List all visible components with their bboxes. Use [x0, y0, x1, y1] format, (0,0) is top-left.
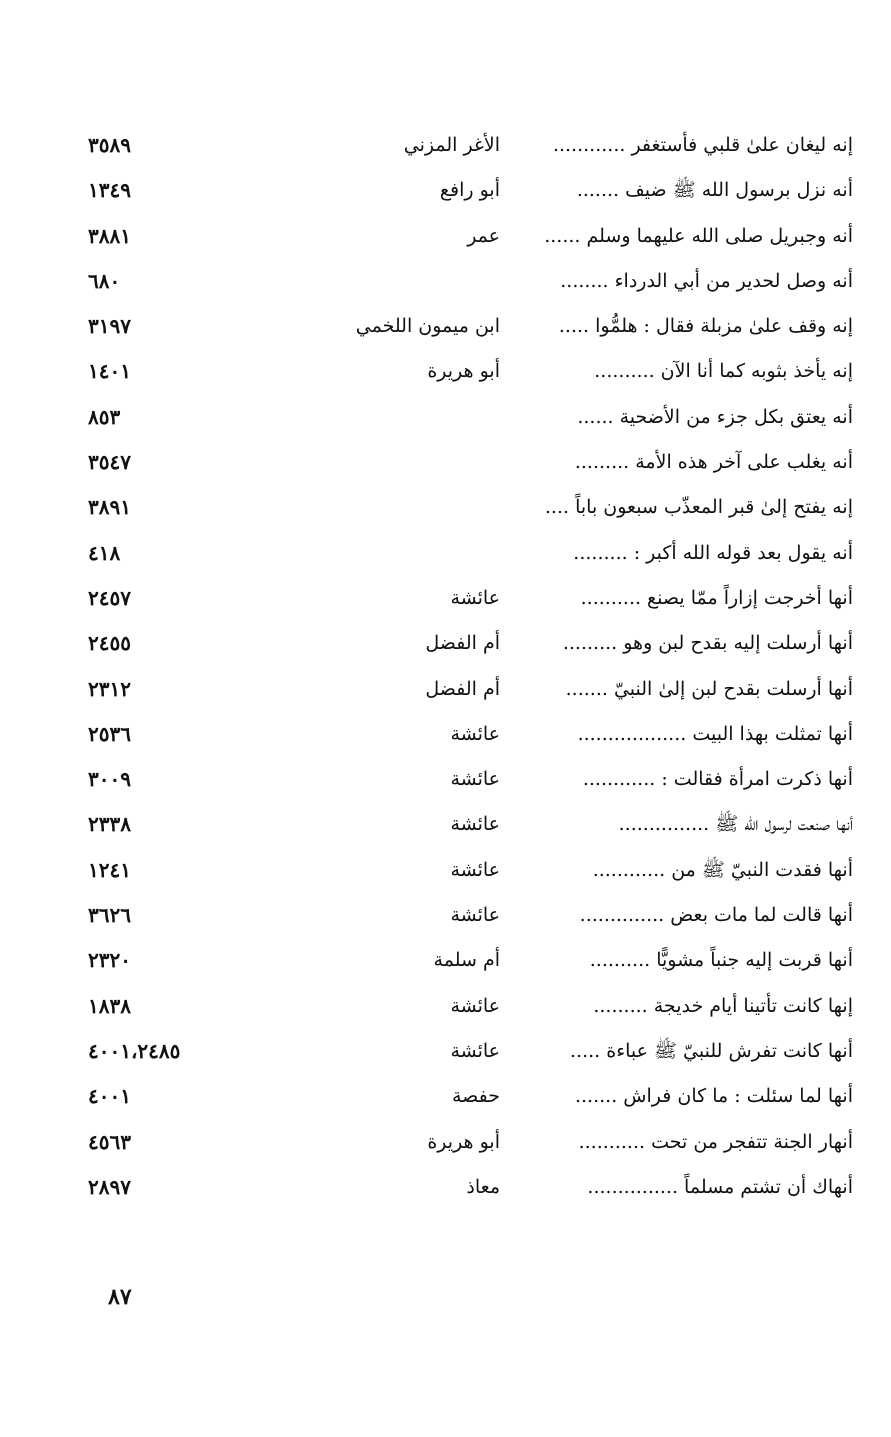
index-entry — [85, 122, 853, 167]
hadith-reference-number: ٢٣٣٨ — [88, 812, 131, 837]
hadith-opening-text: أنها أرسلت بقدح لبن إلىٰ النبيّ ....... — [565, 677, 853, 700]
hadith-opening-text: أنها كانت تفرش للنبيّ ﷺ عباءة ..... — [570, 1039, 853, 1062]
narrator-name: عائشة — [450, 722, 500, 745]
index-entry — [85, 937, 853, 982]
hadith-opening-text: أنهاك أن تشتم مسلماً ............... — [587, 1175, 853, 1198]
index-entry — [85, 439, 853, 484]
hadith-reference-number: ٤٠٠١ — [88, 1084, 131, 1109]
hadith-reference-number: ٣٥٤٧ — [88, 450, 131, 475]
hadith-index-list — [85, 122, 853, 1209]
index-entry — [85, 303, 853, 348]
index-entry — [85, 1164, 853, 1209]
hadith-reference-number: ٢٥٣٦ — [88, 721, 131, 746]
hadith-reference-number: ٢٣١٢ — [88, 676, 131, 701]
narrator-name: حفصة — [451, 1085, 500, 1108]
index-entry — [85, 394, 853, 439]
narrator-name: معاذ — [466, 1175, 500, 1198]
hadith-opening-text: إنها كانت تأتينا أيام خديجة ......... — [593, 994, 853, 1017]
narrator-name: عائشة — [450, 586, 500, 609]
hadith-reference-number: ١٤٠١ — [88, 359, 131, 384]
narrator-name: الأغر المزني — [403, 134, 500, 156]
hadith-opening-text: أنه وصل لحدير من أبي الدرداء ........ — [560, 269, 853, 292]
hadith-reference-number: ٣٨٨١ — [88, 223, 131, 248]
hadith-opening-text: أنها لما سئلت : ما كان فراش ....... — [574, 1085, 853, 1108]
narrator-name: أبو هريرة — [427, 360, 500, 383]
hadith-opening-text: أنه يعتق بكل جزء من الأضحية ...... — [577, 405, 853, 428]
hadith-reference-number: ١٣٤٩ — [88, 178, 131, 203]
hadith-reference-number: ٦٨٠ — [88, 268, 121, 293]
index-entry — [85, 213, 853, 258]
hadith-opening-text: إنه يأخذ بثوبه كما أنا الآن .......... — [594, 360, 853, 383]
hadith-opening-text: أنها قربت إليه جنباً مشويًّا .......... — [589, 949, 853, 972]
hadith-reference-number: ٣٨٩١ — [88, 495, 131, 520]
narrator-name: ابن ميمون اللخمي — [355, 315, 500, 338]
index-entry — [85, 756, 853, 801]
index-entry — [85, 892, 853, 937]
narrator-name: أم الفضل — [425, 632, 500, 655]
hadith-reference-number: ٣٦٢٦ — [88, 903, 131, 928]
index-entry — [85, 711, 853, 756]
hadith-opening-text: أنه وجبريل صلى الله عليهما وسلم ...... — [544, 224, 853, 247]
hadith-reference-number: ٣٠٠٩ — [88, 767, 131, 792]
hadith-reference-number: ٢٨٩٧ — [88, 1174, 131, 1199]
narrator-name: أبو هريرة — [427, 1130, 500, 1153]
hadith-opening-text: أنه يغلب على آخر هذه الأمة ......... — [574, 451, 853, 474]
narrator-name: عائشة — [450, 994, 500, 1017]
hadith-reference-number: ١٨٣٨ — [88, 993, 131, 1018]
hadith-reference-number: ٤١٨ — [88, 540, 121, 565]
index-entry — [85, 530, 853, 575]
narrator-name: أم سلمة — [433, 949, 500, 972]
hadith-opening-text: أنهار الجنة تتفجر من تحت ........... — [578, 1130, 853, 1153]
index-entry — [85, 620, 853, 665]
hadith-opening-text: أنها صنعت لرسول الله ﷺ ............... — [618, 813, 853, 836]
hadith-opening-text: أنه نزل برسول الله ﷺ ضيف ....... — [576, 179, 853, 202]
index-entry — [85, 983, 853, 1028]
hadith-reference-number: ٢٣٢٠ — [88, 948, 131, 973]
hadith-reference-number: ٤٠٠١،٢٤٨٥ — [88, 1038, 181, 1063]
index-entry — [85, 484, 853, 529]
hadith-opening-text: أنها ذكرت امرأة فقالت : ............ — [582, 768, 853, 791]
index-entry — [85, 575, 853, 620]
index-entry — [85, 167, 853, 212]
hadith-reference-number: ٢٤٥٥ — [88, 631, 131, 656]
hadith-reference-number: ٢٤٥٧ — [88, 585, 131, 610]
index-entry — [85, 801, 853, 846]
hadith-opening-text: إنه وقف علىٰ مزبلة فقال : هلمُّوا ..... — [558, 315, 853, 338]
hadith-reference-number: ٣٥٨٩ — [88, 133, 131, 157]
hadith-opening-text: أنه يقول بعد قوله الله أكبر : ......... — [573, 541, 853, 564]
hadith-opening-text: أنها أرسلت إليه بقدح لبن وهو ......... — [562, 632, 853, 655]
hadith-opening-text: أنها أخرجت إزاراً ممّا يصنع .......... — [580, 586, 853, 609]
hadith-reference-number: ٤٥٦٣ — [88, 1129, 131, 1154]
page-number: ٨٧ — [108, 1284, 132, 1310]
narrator-name: أبو رافع — [439, 179, 500, 202]
index-entry — [85, 666, 853, 711]
hadith-reference-number: ٨٥٣ — [88, 404, 121, 429]
index-entry — [85, 1119, 853, 1164]
narrator-name: أم الفضل — [425, 677, 500, 700]
index-entry — [85, 348, 853, 393]
hadith-opening-text: أنها قالت لما مات بعض .............. — [579, 904, 853, 927]
hadith-opening-text: أنها فقدت النبيّ ﷺ من ............ — [592, 858, 853, 881]
hadith-opening-text: أنها تمثلت بهذا البيت .................. — [577, 722, 853, 745]
narrator-name: عائشة — [450, 904, 500, 927]
index-entry — [85, 1028, 853, 1073]
hadith-reference-number: ١٢٤١ — [88, 857, 131, 882]
hadith-reference-number: ٣١٩٧ — [88, 314, 131, 339]
hadith-opening-text: إنه ليغان علىٰ قلبي فأستغفر ............ — [552, 134, 853, 156]
index-entry — [85, 258, 853, 303]
narrator-name: عائشة — [450, 813, 500, 836]
narrator-name: عائشة — [450, 768, 500, 791]
index-entry — [85, 847, 853, 892]
hadith-opening-text: إنه يفتح إلىٰ قبر المعذّب سبعون باباً .... — [544, 496, 853, 519]
narrator-name: عائشة — [450, 858, 500, 881]
narrator-name: عمر — [467, 224, 500, 247]
narrator-name: عائشة — [450, 1039, 500, 1062]
index-entry — [85, 1073, 853, 1118]
